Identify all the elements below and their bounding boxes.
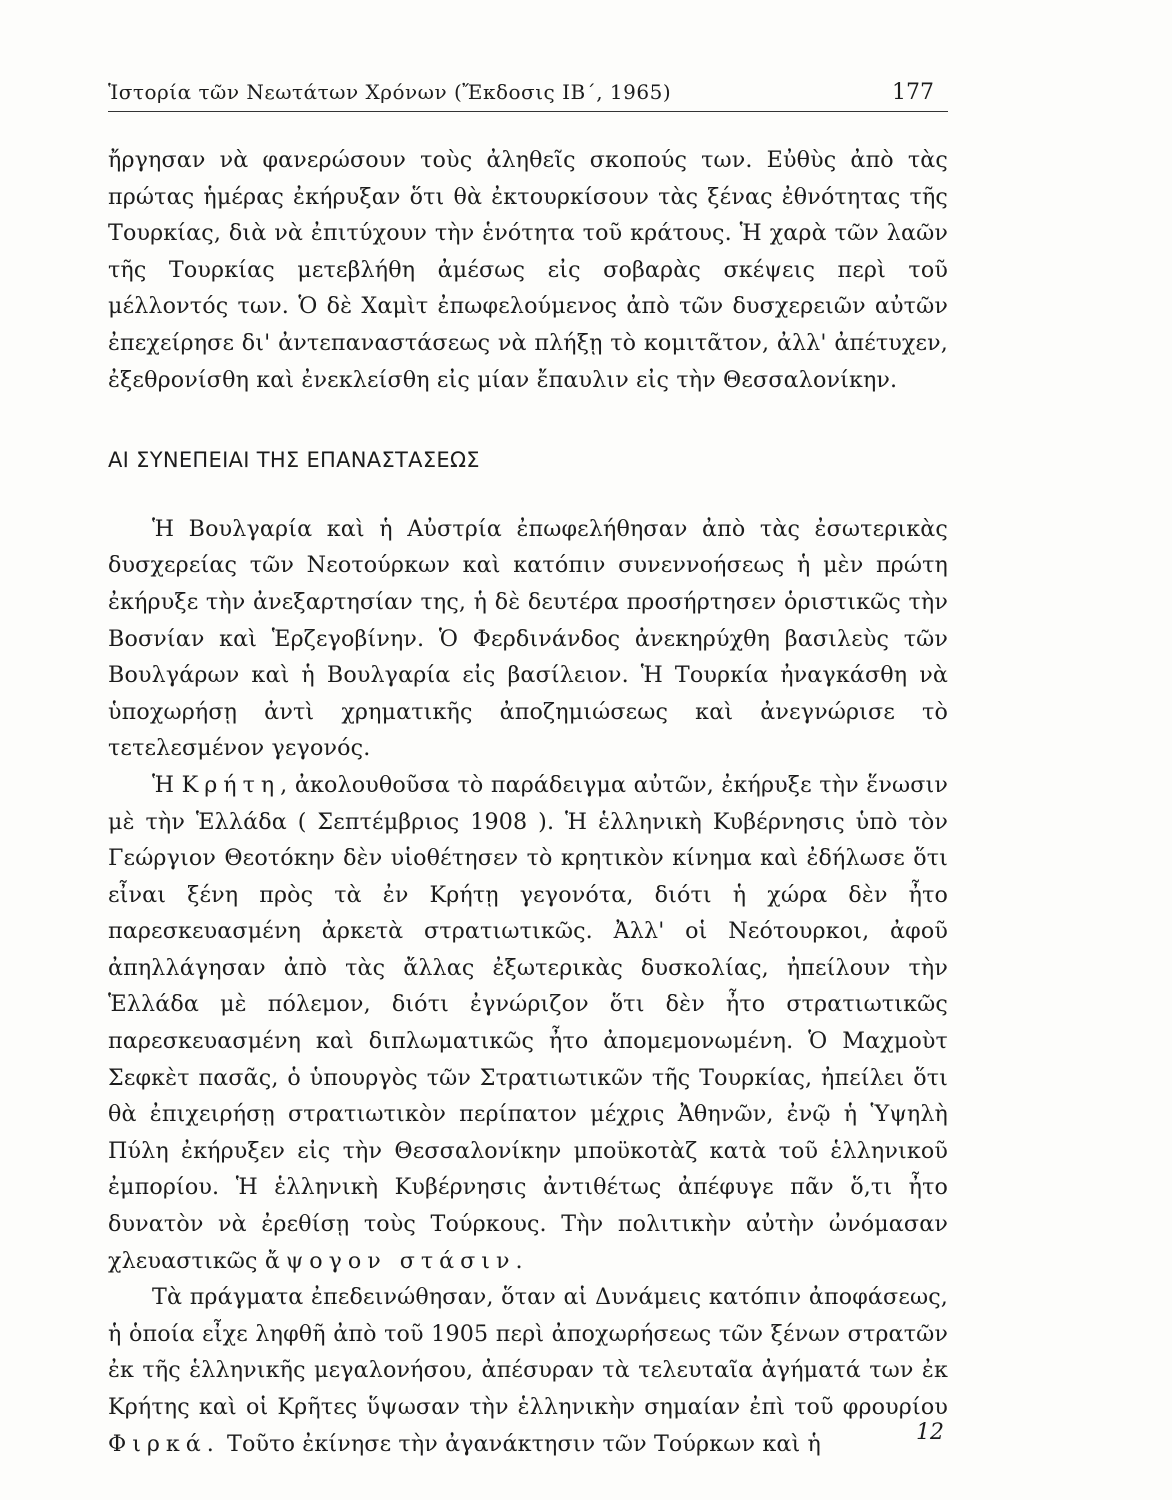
running-header <box>108 80 948 112</box>
impeccable-stance-spaced: ἄψογον στάσιν. <box>264 1247 529 1274</box>
paragraph-2: Ἡ Βουλγαρία καὶ ἡ Αὐστρία ἐπωφελήθησαν ἀπὸ τὰς ἐσωτερικὰς δυσχερείας τῶν Νεοτούρκων καὶ κατόπιν συνεννοήσεως ἡ μὲν πρώτη ἐκήρυξε τὴν ἀνεξαρτησίαν της, ἡ δὲ δευτέρα προσήρτησεν ὁριστικῶς τὴν Βοσνίαν καὶ Ἑρζεγοβίνην. Ὁ Φερδινάνδος ἀνεκηρύχθη βασιλεὺς τῶν Βουλγάρων καὶ ἡ Βουλγαρία εἰς βασίλειον. Ἡ Τουρκία ἠναγκάσθη νὰ ὑποχωρήσῃ ἀντὶ χρηματικῆς ἀποζημιώσεως καὶ ἀνεγνώρισε τὸ τετελεσμένον γεγονός. <box>108 515 948 762</box>
paragraph-4 <box>108 1279 948 1462</box>
firka-spaced-word: Φιρκά. <box>108 1430 220 1457</box>
main-text <box>108 142 948 1462</box>
paragraph-4-end: Τοῦτο ἐκίνησε τὴν ἀγανάκτησιν τῶν Τούρκων καὶ ἡ <box>227 1430 821 1457</box>
paragraph-3 <box>108 767 948 1279</box>
book-page <box>108 80 948 1462</box>
signature-mark: 12 <box>916 1420 944 1445</box>
paragraph-1: ἤργησαν νὰ φανερώσουν τοὺς ἀληθεῖς σκοπούς των. Εὐθὺς ἀπὸ τὰς πρώτας ἡμέρας ἐκήρυξαν ὅτι θὰ ἐκτουρκίσουν τὰς ξένας ἐθνότητας τῆς Τουρκίας, διὰ νὰ ἐπιτύχουν τὴν ἑνότητα τοῦ κράτους. Ἡ χαρὰ τῶν λαῶν τῆς Τουρκίας μετεβλήθη ἀμέσως εἰς σοβαρὰς σκέψεις περὶ τοῦ μέλλοντός των. Ὁ δὲ Χαμὶτ ἐπωφελούμενος ἀπὸ τῶν δυσχερειῶν αὐτῶν ἐπεχείρησε δι' ἀντεπαναστάσεως νὰ πλήξῃ τὸ κομιτᾶτον, ἀλλ' ἀπέτυχεν, ἐξεθρονίσθη καὶ ἐνεκλείσθη εἰς μίαν ἔπαυλιν εἰς τὴν Θεσσαλονίκην. <box>108 147 948 393</box>
running-title: Ἱστορία τῶν Νεωτάτων Χρόνων (Ἔκδοσις ΙΒ΄, 1965) <box>108 80 672 104</box>
paragraph-3-body: , ἀκολουθοῦσα τὸ παράδειγμα αὐτῶν, ἐκήρυξε τὴν ἕνωσιν μὲ τὴν Ἑλλάδα ( Σεπτέμβριος 1908 ). Ἡ ἑλληνικὴ Κυβέρνησις ὑπὸ τὸν Γεώργιον Θεοτόκην δὲν υἱοθέτησεν τὸ κρητικὸν κίνημα καὶ ἐδήλωσε ὅτι εἶναι ξένη πρὸς τὰ ἐν Κρήτῃ γεγονότα, διότι ἡ χώρα δὲν ἦτο παρεσκευασμένη ἀρκετὰ στρατιωτικῶς. Ἀλλ' οἱ Νεότουρκοι, ἀφοῦ ἀπηλλάγησαν ἀπὸ τὰς ἄλλας ἐξωτερικὰς δυσκολίας, ἠπείλουν τὴν Ἑλλάδα μὲ πόλεμον, διότι ἐγνώριζον ὅτι δὲν ἦτο στρατιωτικῶς παρεσκευασμένη καὶ διπλωματικῶς ἦτο ἀπομεμονωμένη. Ὁ Μαχμοὺτ Σεφκὲτ πασᾶς, ὁ ὑπουργὸς τῶν Στρατιωτικῶν τῆς Τουρκίας, ἠπείλει ὅτι θὰ ἐπιχειρήσῃ στρατιωτικὸν περίπατον μέχρις Ἀθηνῶν, ἐνῷ ἡ Ὑψηλὴ Πύλη ἐκήρυξεν εἰς τὴν Θεσσαλονίκην μποϋκοτὰζ κατὰ τοῦ ἑλληνικοῦ ἐμπορίου. Ἡ ἑλληνικὴ Κυβέρνησις ἀντιθέτως ἀπέφυγε πᾶν ὅ,τι ἦτο δυνατὸν νὰ ἐρεθίσῃ τοὺς Τούρκους. Τὴν πολιτικὴν αὐτὴν ὠνόμασαν χλευαστικῶς <box>108 771 948 1274</box>
page-number: 177 <box>892 80 934 105</box>
crete-spaced-word: Κρήτη <box>181 771 281 798</box>
paragraph-3-start: Ἡ <box>152 771 175 798</box>
section-heading: ΑΙ ΣΥΝΕΠΕΙΑΙ ΤΗΣ ΕΠΑΝΑΣΤΑΣΕΩΣ <box>108 448 480 473</box>
paragraph-4-start: Τὰ πράγματα ἐπεδεινώθησαν, ὅταν αἱ Δυνάμεις κατόπιν ἀποφάσεως, ἡ ὁποία εἶχε ληφθῆ ἀπὸ τοῦ 1905 περὶ ἀποχωρήσεως τῶν ξένων στρατῶν ἐκ τῆς ἑλληνικῆς μεγαλονήσου, ἀπέσυραν τὰ τελευταῖα ἀγήματά των ἐκ Κρήτης καὶ οἱ Κρῆτες ὕψωσαν τὴν ἑλληνικὴν σημαίαν ἐπὶ τοῦ φρουρίου <box>108 1284 948 1420</box>
